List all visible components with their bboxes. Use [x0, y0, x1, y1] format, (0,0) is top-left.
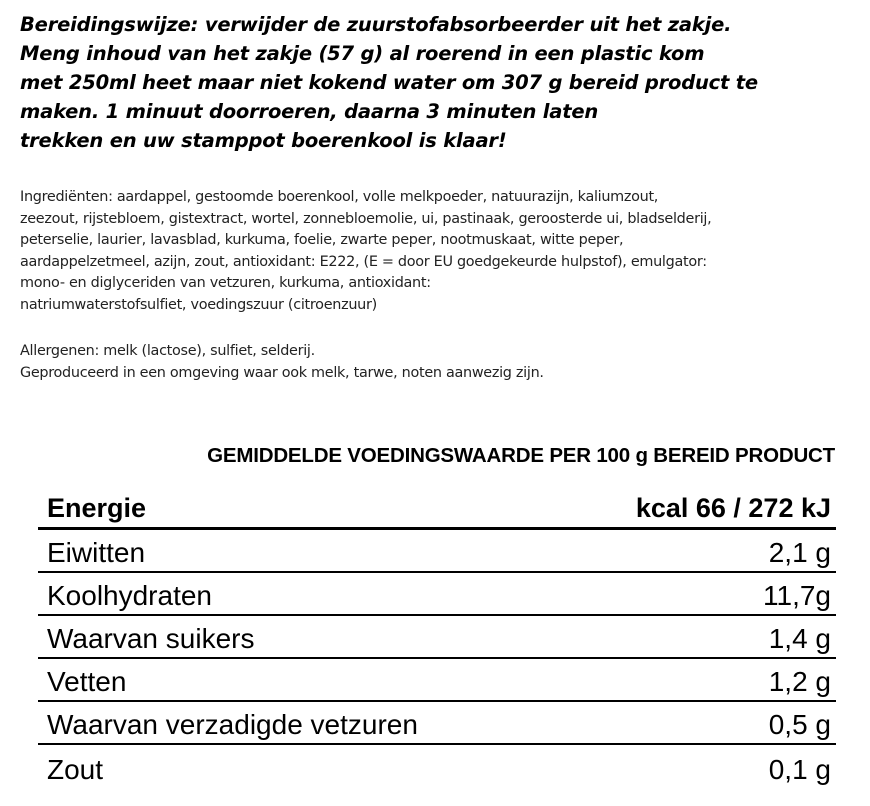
ingredients-line: zeezout, rijstebloem, gistextract, wortel, zonnebloemolie, ui, pastinaak, geroosterde ui, bladselderij,	[20, 210, 712, 227]
ingredients-line: mono- en diglyceriden van vetzuren, kurkuma, antioxidant:	[20, 275, 431, 291]
allergens-line: Allergenen: melk (lactose), sulfiet, selderij.	[20, 343, 315, 359]
nutrition-value: 2,1 g	[768, 537, 831, 568]
nutrition-row	[38, 616, 836, 659]
nutrition-value: 11,7g	[763, 580, 831, 611]
preparation-line: Meng inhoud van het zakje (57 g) al roerend in een plastic kom	[20, 42, 705, 65]
nutrition-label: Zout	[47, 754, 104, 785]
nutrition-label: Energie	[47, 493, 147, 523]
preparation-line: maken. 1 minuut doorroeren, daarna 3 minuten laten	[20, 100, 599, 123]
nutrition-value: kcal 66 / 272 kJ	[635, 493, 831, 523]
nutrition-row	[38, 573, 836, 616]
nutrition-label: Waarvan verzadigde vetzuren	[47, 709, 418, 740]
preparation-instructions	[20, 10, 860, 155]
ingredients-list	[20, 187, 860, 316]
nutrition-label: Vetten	[47, 666, 127, 697]
nutrition-header-row	[38, 482, 836, 530]
nutrition-label: Waarvan suikers	[47, 623, 255, 654]
ingredients-line: Ingrediënten: aardappel, gestoomde boerenkool, volle melkpoeder, natuurazijn, kaliumzout,	[20, 189, 659, 205]
nutrition-value: 0,5 g	[768, 709, 831, 740]
preparation-line: met 250ml heet maar niet kokend water om 307 g bereid product te	[20, 71, 758, 94]
preparation-line: Bereidingswijze: verwijder de zuurstofabsorbeerder uit het zakje.	[20, 13, 732, 36]
nutrition-label: Koolhydraten	[47, 580, 213, 611]
nutrition-row	[38, 530, 836, 573]
ingredients-line: aardappelzetmeel, azijn, zout, antioxidant: E222, (E = door EU goedgekeurde hulpstof), emulgator:	[20, 253, 707, 270]
ingredients-line: peterselie, laurier, lavasblad, kurkuma, foelie, zwarte peper, nootmuskaat, witte peper,	[20, 232, 624, 248]
nutrition-row	[38, 745, 836, 788]
nutrition-label: Eiwitten	[47, 537, 146, 568]
ingredients-line: natriumwaterstofsulfiet, voedingszuur (citroenzuur)	[20, 296, 377, 313]
nutrition-value: 1,4 g	[768, 623, 831, 654]
nutrition-value: 0,1 g	[768, 754, 831, 785]
nutrition-table	[38, 482, 836, 788]
nutrition-title: GEMIDDELDE VOEDINGSWAARDE PER 100 g BEREID PRODUCT	[207, 444, 835, 467]
production-note: Geproduceerd in een omgeving waar ook melk, tarwe, noten aanwezig zijn.	[20, 364, 544, 381]
nutrition-row	[38, 702, 836, 745]
nutrition-row	[38, 659, 836, 702]
nutrition-value: 1,2 g	[768, 666, 831, 697]
allergens-info	[20, 341, 860, 384]
preparation-line: trekken en uw stamppot boerenkool is klaar!	[20, 129, 507, 152]
